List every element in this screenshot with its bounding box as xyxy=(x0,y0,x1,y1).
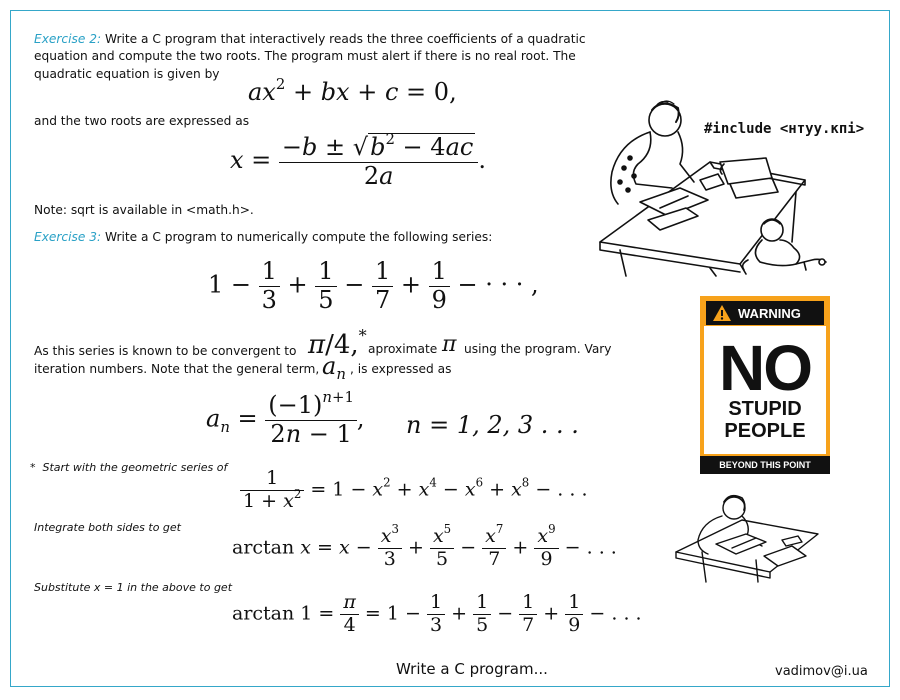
general-term-text-a: iteration numbers. Note that the general term, xyxy=(34,362,320,376)
warning-header xyxy=(706,301,824,325)
warning-label: WARNING xyxy=(738,306,801,321)
arctan-series-formula: arctan x = x − $\frac{x^3}{3}$ + $\frac{x^5}{5}$ − $\frac{x^7}{7}$ + $\frac{x^9}{9}$ − . . . xyxy=(232,522,617,570)
pi-symbol: π xyxy=(442,332,457,357)
quadratic-equation: $ax^2$ + bx + c = 0, xyxy=(248,74,457,106)
convergence-line xyxy=(34,343,297,359)
math-h-note: Note: sqrt is available in <math.h>. xyxy=(34,203,254,217)
student-reading-illustration xyxy=(672,490,822,588)
exercise-3-label: Exercise 3: xyxy=(34,230,102,244)
include-label: #include <нтуу.кпі> xyxy=(704,121,865,137)
sign-people: PEOPLE xyxy=(724,420,806,442)
student-desk-illustration xyxy=(590,92,830,278)
footnote-star-text: Start with the geometric series of xyxy=(42,461,228,474)
exercise-3-text-1: Write a C program to numerically compute the following series: xyxy=(104,230,493,244)
exercise-2-label: Exercise 2: xyxy=(34,32,102,46)
sign-no: NO xyxy=(719,332,811,404)
footer-center: Write a C program... xyxy=(396,660,548,678)
arctan-one-formula: arctan 1 = $\frac{\pi}{4}$ = 1 − $\frac{1}{3}$ + $\frac{1}{5}$ − $\frac{1}{7}$ + $\frac{1}{9}$ − . . . xyxy=(232,591,642,636)
roots-formula: x = $\frac{-b \pm √b^2 - 4ac}{2a}$ . xyxy=(230,129,486,190)
general-term-symbol: $a_n$ xyxy=(322,352,346,384)
sign-footer: BEYOND THIS POINT xyxy=(700,456,830,474)
roots-intro: and the two roots are expressed as xyxy=(34,114,250,128)
pi-series: 1 − $\frac{1}{3}$ + $\frac{1}{5}$ − $\frac{1}{7}$ + $\frac{1}{9}$ − · · · , xyxy=(208,257,539,314)
convergence-text-a: As this series is known to be convergent to xyxy=(34,344,297,358)
exercise-3-line-1 xyxy=(34,229,492,245)
footnote-star-line: * Start with the geometric series of xyxy=(30,461,228,474)
warning-triangle-icon xyxy=(712,304,732,322)
pi-over-4: π/4,* xyxy=(308,325,367,360)
footer-email: vadimov@i.ua xyxy=(775,664,868,679)
exercise-2-line-1 xyxy=(34,31,586,47)
sign-stupid: STUPID xyxy=(728,398,802,420)
n-values: n = 1, 2, 3 . . . xyxy=(406,411,579,439)
integrate-text: Integrate both sides to get xyxy=(34,521,181,534)
general-term-formula: $a_n$ = $\frac{(-1)^{n+1}}{2n - 1}$ , xyxy=(206,387,365,448)
convergence-text-c: using the program. Vary xyxy=(464,342,612,356)
exercise-2-line-2: equation and compute the two roots. The program must alert if there is no real root. The xyxy=(34,49,576,63)
exercise-2-text-1: Write a C program that interactively reads the three coefficients of a quadratic xyxy=(104,32,586,46)
general-term-text-b: , is expressed as xyxy=(350,362,452,376)
warning-body xyxy=(704,326,826,454)
warning-sign xyxy=(700,296,830,474)
exercise-2-line-3: quadratic equation is given by xyxy=(34,67,220,81)
geometric-series-formula: $\frac{1}{1 + x^2}$ = $1 - x^2 + x^4 - x^6 + x^8$ − . . . xyxy=(240,468,587,513)
convergence-text-b: aproximate xyxy=(368,342,438,356)
substitute-text: Substitute x = 1 in the above to get xyxy=(34,581,233,594)
